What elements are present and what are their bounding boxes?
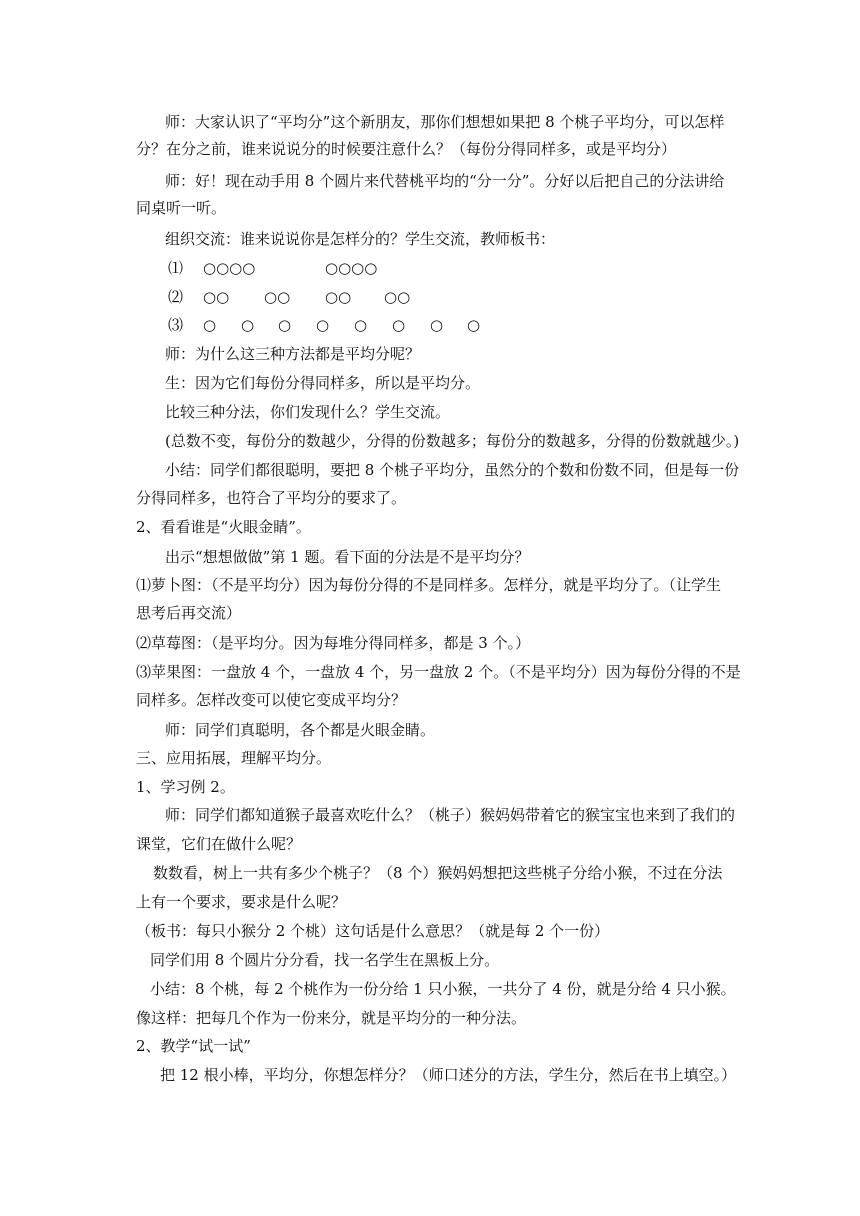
- paragraph-line: 课堂，它们在做什么呢？: [136, 835, 302, 853]
- paragraph-line: 同桌听一听。: [136, 199, 227, 217]
- paragraph-line: 上有一个要求，要求是什么呢？: [136, 893, 347, 911]
- circle: ○: [316, 316, 330, 334]
- paragraph-line: 小结：同学们都很聪明，要把 8 个桃子平均分，虽然分的个数和份数不同，但是每一份: [165, 461, 740, 479]
- dot-row-label: ⑴: [168, 259, 184, 277]
- paragraph-line: 比较三种分法，你们发现什么？学生交流。: [165, 403, 451, 421]
- section-heading: 2、看看谁是“火眼金睛”。: [136, 518, 311, 536]
- dot-row-label: ⑶: [168, 316, 184, 334]
- paragraph-line: 数数看，树上一共有多少个桃子？（8 个）猴妈妈想把这些桃子分给小猴，不过在分法: [153, 864, 723, 882]
- circle: ○: [278, 316, 292, 334]
- paragraph-line: 同样多。怎样改变可以使它变成平均分？: [136, 691, 407, 709]
- paragraph-line: 生：因为它们每份分得同样多，所以是平均分。: [165, 374, 481, 392]
- paragraph-line: 分？在分之前，谁来说说分的时候要注意什么？（每份分得同样多，或是平均分）: [136, 140, 677, 158]
- paragraph-line: 师：为什么这三种方法都是平均分呢？: [165, 345, 421, 363]
- paragraph-line: ⑴萝卜图：（不是平均分）因为每份分得的不是同样多。怎样分，就是平均分了。（让学生: [136, 576, 722, 594]
- circle-group: ○○: [203, 288, 230, 306]
- section-heading: 1、学习例 2。: [136, 778, 235, 796]
- paragraph-line: 师：大家认识了“平均分”这个新朋友，那你们想想如果把 8 个桃子平均分，可以怎样: [165, 113, 725, 131]
- paragraph-line: 出示“想想做做”第 1 题。看下面的分法是不是平均分？: [165, 548, 530, 566]
- paragraph-line: 把 12 根小棒，平均分，你想怎样分？（师口述分的方法，学生分，然后在书上填空。）: [160, 1066, 737, 1084]
- circle: ○: [354, 316, 368, 334]
- paragraph-line: ⑵草莓图：（是平均分。因为每堆分得同样多，都是 3 个。）: [136, 634, 531, 652]
- circle: ○: [392, 316, 406, 334]
- paragraph-line: 分得同样多，也符合了平均分的要求了。: [136, 489, 407, 507]
- paragraph-line: 师：同学们真聪明，各个都是火眼金睛。: [165, 721, 436, 739]
- circle: ○: [241, 316, 255, 334]
- circle: ○: [203, 316, 217, 334]
- dot-row-label: ⑵: [168, 288, 184, 306]
- paragraph-line: （板书：每只小猴分 2 个桃）这句话是什么意思？（就是每 2 个一份）: [136, 922, 610, 940]
- circle-group: ○○: [325, 288, 352, 306]
- circle-group: ○○: [384, 288, 411, 306]
- paragraph-line: (总数不变，每份分的数越少，分得的份数越多；每份分的数越多，分得的份数就越少。): [165, 432, 740, 450]
- paragraph-line: 像这样：把每几个作为一份来分，就是平均分的一种分法。: [136, 1009, 527, 1027]
- paragraph-line: 师：好！现在动手用 8 个圆片来代替桃平均的“分一分”。分好以后把自己的分法讲给: [165, 172, 725, 190]
- circle-group: ○○○○: [325, 259, 378, 277]
- paragraph-line: 师：同学们都知道猴子最喜欢吃什么？（桃子）猴妈妈带着它的猴宝宝也来到了我们的: [165, 806, 736, 824]
- circle-group: ○○: [264, 288, 291, 306]
- paragraph-line: 小结：8 个桃，每 2 个桃作为一份分给 1 只小猴，一共分了 4 份，就是分给 4 只小猴。: [150, 980, 736, 998]
- section-heading: 三、应用拓展，理解平均分。: [136, 749, 332, 767]
- paragraph-line: 组织交流：谁来说说你是怎样分的？学生交流，教师板书：: [165, 230, 556, 248]
- circle: ○: [430, 316, 444, 334]
- circle: ○: [467, 316, 481, 334]
- paragraph-line: ⑶苹果图：一盘放 4 个，一盘放 4 个，另一盘放 2 个。（不是平均分）因为每份分得的不是: [136, 663, 741, 681]
- section-heading: 2、教学“试一试”: [136, 1037, 251, 1055]
- paragraph-line: 思考后再交流）: [136, 604, 242, 622]
- paragraph-line: 同学们用 8 个圆片分分看，找一名学生在黑板上分。: [150, 951, 500, 969]
- circle-group: ○○○○: [203, 259, 256, 277]
